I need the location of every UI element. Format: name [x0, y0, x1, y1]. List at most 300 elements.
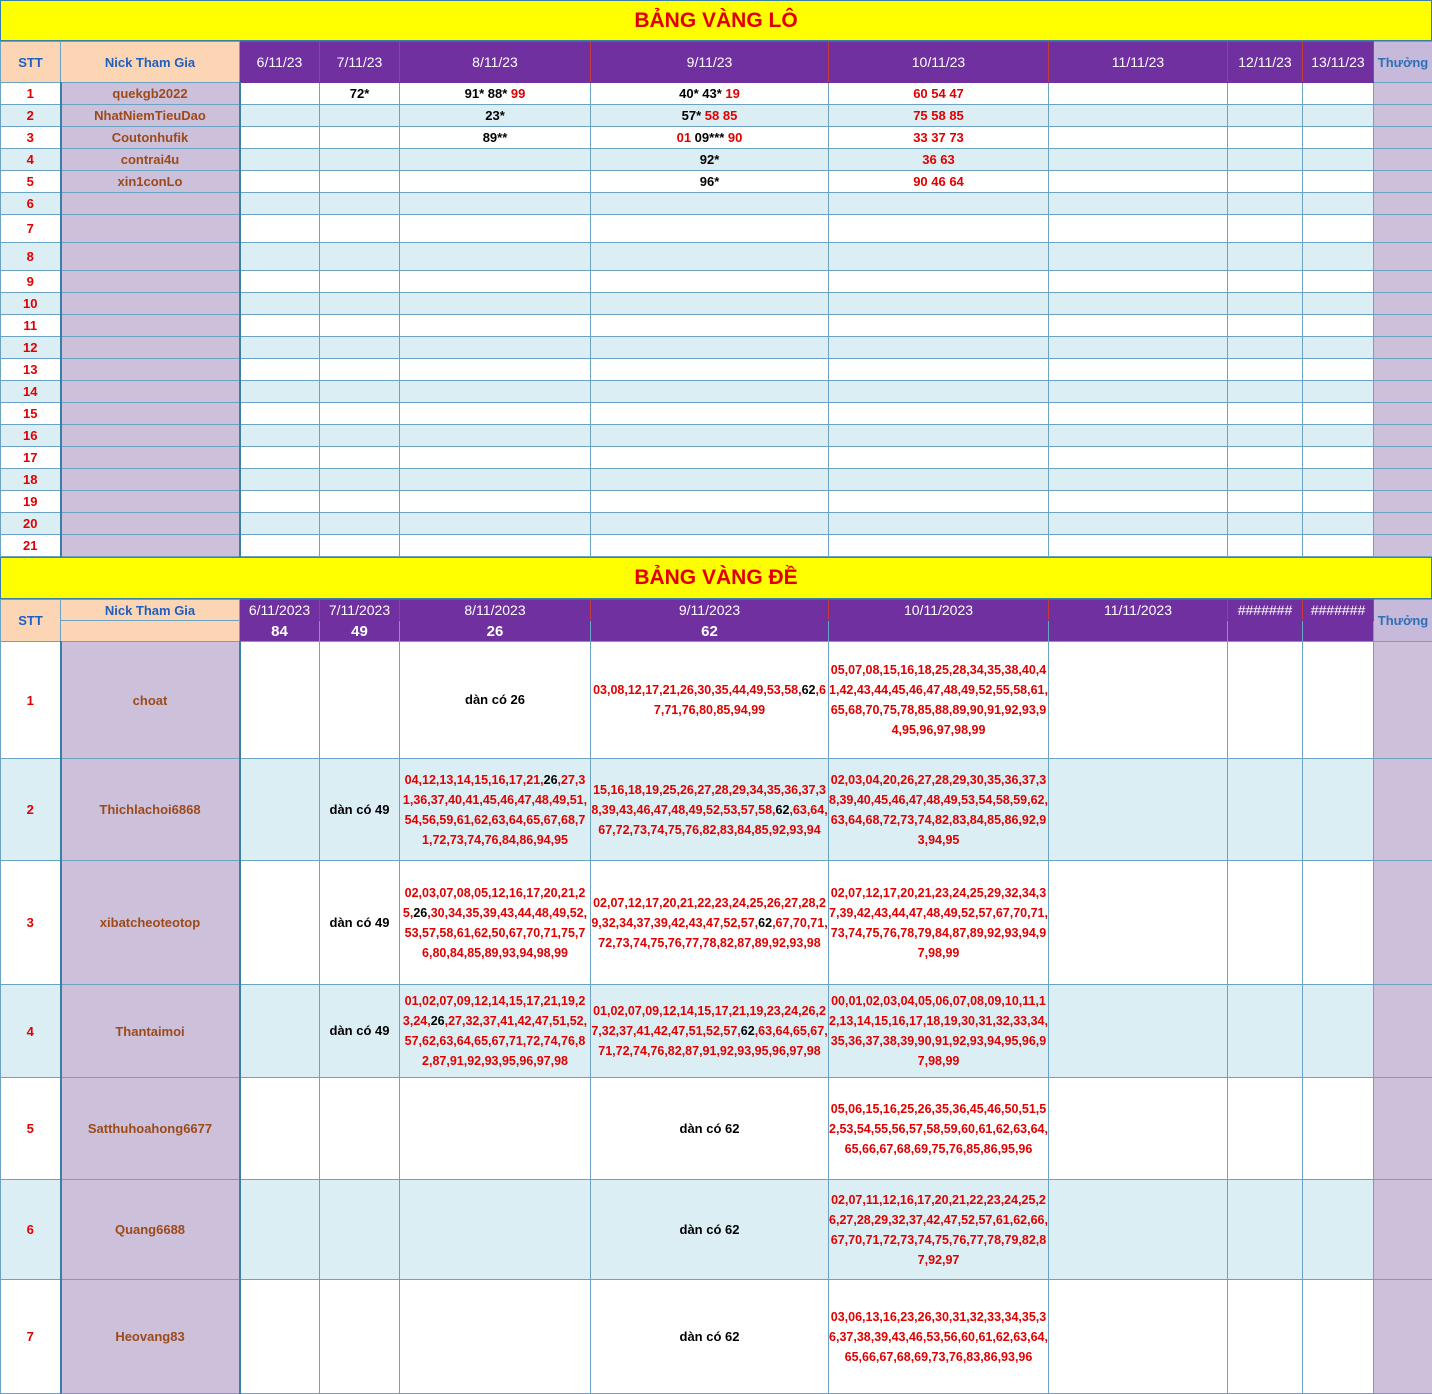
prediction-cell: [591, 215, 829, 243]
number-group: 57*: [681, 108, 705, 123]
table-row: [1, 861, 1432, 985]
prediction-cell: [1303, 171, 1374, 193]
participant-nick: [61, 403, 240, 425]
prediction-cell: [591, 381, 829, 403]
prediction-cell: [400, 642, 591, 759]
row-number: 1: [1, 642, 61, 759]
prediction-cell: [591, 1078, 829, 1180]
prediction-cell: [400, 425, 591, 447]
row-number: 15: [1, 403, 61, 425]
prediction-cell: [591, 243, 829, 271]
prediction-cell: [829, 447, 1049, 469]
prediction-cell: [1303, 149, 1374, 171]
prediction-cell: [1228, 293, 1303, 315]
number-group: 26: [543, 772, 558, 787]
de-title: BẢNG VÀNG ĐỀ: [634, 566, 798, 589]
prediction-cell: [320, 1280, 400, 1394]
reward-cell: [1374, 243, 1432, 271]
prediction-cell: [1228, 127, 1303, 149]
prediction-cell: [591, 861, 829, 985]
prediction-cell: [1303, 83, 1374, 105]
row-number: 14: [1, 381, 61, 403]
participant-nick: [61, 359, 240, 381]
number-group: 09***: [694, 130, 728, 145]
draw-result: 84: [240, 621, 320, 642]
prediction-cell: [400, 337, 591, 359]
row-number: 18: [1, 469, 61, 491]
number-group: 89**: [482, 130, 508, 145]
participant-nick: xibatcheoteotop: [61, 861, 240, 985]
lo-header-row: [1, 42, 1432, 83]
prediction-cell: [1228, 1078, 1303, 1180]
table-row: [1, 403, 1432, 425]
de-table: [0, 599, 1432, 1394]
number-group: 01,02,07,09,12,14,15,17,21,19,23,24,: [402, 994, 586, 1028]
participant-nick: [61, 491, 240, 513]
reward-cell: [1374, 491, 1432, 513]
prediction-cell: [1303, 1078, 1374, 1180]
prediction-cell: [240, 403, 320, 425]
number-group: 04,12,13,14,15,16,17,21,: [404, 772, 544, 787]
dan-label: dàn có 62: [679, 1120, 740, 1136]
row-number: 7: [1, 1280, 61, 1394]
prediction-cell: [829, 491, 1049, 513]
row-number: 10: [1, 293, 61, 315]
row-number: 7: [1, 215, 61, 243]
reward-cell: [1374, 337, 1432, 359]
prediction-cell: [240, 491, 320, 513]
participant-nick: [61, 513, 240, 535]
prediction-cell: [1303, 642, 1374, 759]
reward-cell: [1374, 293, 1432, 315]
prediction-cell: [591, 149, 829, 171]
table-row: [1, 535, 1432, 557]
draw-result: 26: [400, 621, 591, 642]
row-number: 13: [1, 359, 61, 381]
prediction-cell: [1228, 469, 1303, 491]
participant-nick: [61, 293, 240, 315]
number-group: 33 37 73: [913, 130, 964, 145]
prediction-cell: [1303, 193, 1374, 215]
table-row: [1, 271, 1432, 293]
prediction-cell: [1303, 985, 1374, 1078]
prediction-cell: [400, 469, 591, 491]
prediction-cell: [240, 759, 320, 861]
prediction-cell: [400, 171, 591, 193]
draw-result: [829, 621, 1049, 642]
number-group: 72*: [349, 86, 370, 101]
number-group: 02,07,12,17,20,21,22,23,24,25,26,27,28,29,32,34,37,39,42,43,47,52,57,: [591, 895, 826, 930]
number-group: 91* 88*: [464, 86, 511, 101]
row-number: 17: [1, 447, 61, 469]
number-group: ,30,34,35,39,43,44,48,49,52,53,57,58,61,62,50,67,70,71,75,76,80,84,85,89,93,94,98,99: [404, 905, 588, 960]
prediction-cell: [1228, 491, 1303, 513]
table-row: [1, 293, 1432, 315]
prediction-cell: [320, 105, 400, 127]
prediction-cell: [829, 293, 1049, 315]
prediction-cell: [240, 149, 320, 171]
prediction-cell: [320, 127, 400, 149]
prediction-cell: [591, 193, 829, 215]
prediction-cell: [320, 535, 400, 557]
date-header: 13/11/23: [1303, 42, 1374, 83]
number-group: 75 58 85: [913, 108, 964, 123]
prediction-cell: [591, 447, 829, 469]
prediction-cell: [1049, 985, 1228, 1078]
reward-cell: [1374, 513, 1432, 535]
prediction-cell: [1303, 535, 1374, 557]
prediction-cell: [829, 149, 1049, 171]
row-number: 3: [1, 861, 61, 985]
prediction-cell: [1303, 1180, 1374, 1280]
number-group: 23*: [485, 108, 505, 123]
stt-header: STT: [1, 600, 61, 642]
prediction-cell: [1049, 83, 1228, 105]
prediction-cell: [591, 337, 829, 359]
prediction-cell: [320, 337, 400, 359]
participant-nick: [61, 271, 240, 293]
reward-cell: [1374, 469, 1432, 491]
number-group: 02,03,04,20,26,27,28,29,30,35,36,37,38,39,40,45,46,47,48,49,53,54,58,59,62,63,64,68,72,73,74,82,83,84,85,86,92,93,94,95: [829, 772, 1048, 847]
prediction-cell: [1049, 215, 1228, 243]
prediction-cell: [240, 127, 320, 149]
prediction-cell: [1228, 215, 1303, 243]
number-group: 19: [725, 86, 740, 101]
prediction-cell: [320, 513, 400, 535]
prediction-cell: [1228, 381, 1303, 403]
lo-title: BẢNG VÀNG LÔ: [634, 8, 798, 32]
prediction-cell: [1228, 861, 1303, 985]
participant-nick: [61, 425, 240, 447]
row-number: 20: [1, 513, 61, 535]
table-row: [1, 469, 1432, 491]
reward-cell: [1374, 642, 1432, 759]
row-number: 9: [1, 271, 61, 293]
draw-result: [1228, 621, 1303, 642]
date-header: 10/11/2023: [829, 600, 1049, 621]
date-header: 12/11/23: [1228, 42, 1303, 83]
prediction-cell: [1303, 1280, 1374, 1394]
number-group: 62: [801, 683, 816, 697]
table-row: [1, 1078, 1432, 1180]
number-group: ,63,64,67,72,73,74,75,76,82,83,84,85,92,93,94: [598, 802, 828, 837]
prediction-cell: [1049, 513, 1228, 535]
date-header: 7/11/23: [320, 42, 400, 83]
prediction-cell: [320, 985, 400, 1078]
de-title-banner: [0, 557, 1432, 599]
prediction-cell: [1228, 171, 1303, 193]
prediction-cell: [320, 447, 400, 469]
table-row: [1, 359, 1432, 381]
lo-title-banner: [0, 0, 1432, 41]
reward-cell: [1374, 271, 1432, 293]
row-number: 1: [1, 83, 61, 105]
dan-label: dàn có 49: [329, 1023, 390, 1038]
prediction-cell: [1303, 359, 1374, 381]
reward-cell: [1374, 381, 1432, 403]
prediction-cell: [1049, 759, 1228, 861]
number-group: ,63,64,65,67,71,72,74,76,82,87,91,92,93,95,96,97,98: [598, 1024, 828, 1058]
row-number: 19: [1, 491, 61, 513]
prediction-cell: [591, 83, 829, 105]
prediction-cell: [400, 403, 591, 425]
date-header: 8/11/23: [400, 42, 591, 83]
reward-cell: [1374, 425, 1432, 447]
prediction-cell: [1303, 127, 1374, 149]
number-group: 62: [758, 915, 773, 930]
prediction-cell: [320, 1078, 400, 1180]
prediction-cell: [1049, 243, 1228, 271]
number-group: 01: [676, 130, 695, 145]
date-header: #######: [1228, 600, 1303, 621]
prediction-cell: [320, 359, 400, 381]
prediction-cell: [1049, 105, 1228, 127]
prediction-cell: [400, 315, 591, 337]
reward-cell: [1374, 127, 1432, 149]
prediction-cell: [320, 491, 400, 513]
prediction-cell: [400, 271, 591, 293]
prediction-cell: [1228, 243, 1303, 271]
prediction-cell: [1303, 381, 1374, 403]
prediction-cell: [400, 513, 591, 535]
prediction-cell: [1049, 1078, 1228, 1180]
participant-nick: xin1conLo: [61, 171, 240, 193]
prediction-cell: [591, 469, 829, 491]
prediction-cell: [829, 1280, 1049, 1394]
prediction-cell: [240, 985, 320, 1078]
prediction-cell: [1303, 215, 1374, 243]
reward-cell: [1374, 1180, 1432, 1280]
reward-cell: [1374, 1078, 1432, 1180]
prediction-cell: [829, 403, 1049, 425]
prediction-cell: [829, 271, 1049, 293]
prediction-cell: [400, 293, 591, 315]
participant-nick: [61, 447, 240, 469]
number-group: 01,02,07,09,12,14,15,17,21,19,23,24,26,27,32,37,41,42,47,51,52,57,: [591, 1004, 826, 1038]
prediction-cell: [829, 535, 1049, 557]
draw-result: [1049, 621, 1228, 642]
table-row: [1, 491, 1432, 513]
row-number: 6: [1, 1180, 61, 1280]
prediction-cell: [1303, 315, 1374, 337]
number-group: 02,03,07,08,05,12,16,17,20,21,25,: [402, 885, 586, 920]
prediction-cell: [829, 337, 1049, 359]
prediction-cell: [320, 861, 400, 985]
prediction-cell: [591, 127, 829, 149]
row-number: 6: [1, 193, 61, 215]
prediction-cell: [320, 149, 400, 171]
number-group: ,27,32,37,41,42,47,51,52,57,62,63,64,65,67,71,72,74,76,82,87,91,92,93,95,96,97,98: [404, 1014, 588, 1068]
prediction-cell: [829, 215, 1049, 243]
prediction-cell: [1228, 105, 1303, 127]
reward-header: Thưởng: [1374, 600, 1432, 642]
date-header: 6/11/23: [240, 42, 320, 83]
number-group: 40* 43*: [679, 86, 726, 101]
prediction-cell: [591, 759, 829, 861]
reward-cell: [1374, 215, 1432, 243]
participant-nick: quekgb2022: [61, 83, 240, 105]
prediction-cell: [1049, 149, 1228, 171]
prediction-cell: [591, 491, 829, 513]
prediction-cell: [320, 315, 400, 337]
prediction-cell: [1303, 861, 1374, 985]
prediction-cell: [400, 1078, 591, 1180]
prediction-cell: [1049, 1280, 1228, 1394]
table-row: [1, 171, 1432, 193]
table-row: [1, 513, 1432, 535]
participant-nick: Coutonhufik: [61, 127, 240, 149]
prediction-cell: [1049, 642, 1228, 759]
prediction-cell: [1049, 315, 1228, 337]
prediction-cell: [1228, 1280, 1303, 1394]
prediction-cell: [591, 425, 829, 447]
row-number: 3: [1, 127, 61, 149]
table-row: [1, 642, 1432, 759]
participant-nick: [61, 315, 240, 337]
number-group: 05,07,08,15,16,18,25,28,34,35,38,40,41,42,43,44,45,46,47,48,49,52,55,58,61,65,68,70,75,78,85,88,89,90,91,92,93,94,95,96,97,98,99: [829, 663, 1048, 737]
prediction-cell: [829, 315, 1049, 337]
prediction-cell: [591, 171, 829, 193]
number-group: 96*: [699, 174, 720, 189]
prediction-cell: [320, 381, 400, 403]
prediction-cell: [320, 1180, 400, 1280]
nick-header-blank: [61, 621, 240, 642]
reward-cell: [1374, 83, 1432, 105]
prediction-cell: [240, 447, 320, 469]
prediction-cell: [1303, 105, 1374, 127]
prediction-cell: [829, 83, 1049, 105]
prediction-cell: [240, 861, 320, 985]
table-row: [1, 83, 1432, 105]
prediction-cell: [320, 243, 400, 271]
table-row: [1, 985, 1432, 1078]
prediction-cell: [1049, 171, 1228, 193]
prediction-cell: [240, 642, 320, 759]
date-header: 8/11/2023: [400, 600, 591, 621]
de-result-row: [1, 621, 1432, 642]
prediction-cell: [829, 642, 1049, 759]
prediction-cell: [829, 861, 1049, 985]
prediction-cell: [1303, 293, 1374, 315]
prediction-cell: [1049, 193, 1228, 215]
date-header: 6/11/2023: [240, 600, 320, 621]
prediction-cell: [1228, 513, 1303, 535]
prediction-cell: [240, 1078, 320, 1180]
table-row: [1, 759, 1432, 861]
table-row: [1, 425, 1432, 447]
number-group: 03,06,13,16,23,26,30,31,32,33,34,35,36,37,38,39,43,46,53,56,60,61,62,63,64,65,66,67,68,69,73,76,83,86,93,96: [829, 1309, 1048, 1364]
row-number: 4: [1, 985, 61, 1078]
prediction-cell: [400, 83, 591, 105]
prediction-cell: [1228, 447, 1303, 469]
reward-cell: [1374, 861, 1432, 985]
prediction-cell: [1228, 315, 1303, 337]
prediction-cell: [1049, 403, 1228, 425]
row-number: 5: [1, 1078, 61, 1180]
prediction-cell: [1303, 243, 1374, 271]
date-header: #######: [1303, 600, 1374, 621]
dan-label: dàn có 62: [679, 1328, 740, 1344]
prediction-cell: [1049, 861, 1228, 985]
prediction-cell: [1228, 271, 1303, 293]
participant-nick: NhatNiemTieuDao: [61, 105, 240, 127]
prediction-cell: [829, 171, 1049, 193]
prediction-cell: [829, 1180, 1049, 1280]
table-row: [1, 243, 1432, 271]
prediction-cell: [1049, 447, 1228, 469]
row-number: 2: [1, 105, 61, 127]
prediction-cell: [1228, 83, 1303, 105]
number-group: 00,01,02,03,04,05,06,07,08,09,10,11,12,13,14,15,16,17,18,19,30,31,32,33,34,35,36,37,38,39,90,91,92,93,94,95,96,97,98,99: [829, 994, 1048, 1068]
prediction-cell: [1303, 759, 1374, 861]
prediction-cell: [591, 293, 829, 315]
prediction-cell: [400, 985, 591, 1078]
prediction-cell: [1049, 381, 1228, 403]
participant-nick: [61, 193, 240, 215]
prediction-cell: [320, 642, 400, 759]
participant-nick: Thantaimoi: [61, 985, 240, 1078]
prediction-cell: [240, 83, 320, 105]
draw-result: 49: [320, 621, 400, 642]
row-number: 4: [1, 149, 61, 171]
number-group: 90: [727, 130, 743, 145]
prediction-cell: [829, 759, 1049, 861]
number-group: 62: [775, 802, 790, 817]
prediction-cell: [400, 491, 591, 513]
row-number: 2: [1, 759, 61, 861]
prediction-cell: [240, 315, 320, 337]
prediction-cell: [400, 1180, 591, 1280]
number-group: 92*: [699, 152, 720, 167]
table-row: [1, 215, 1432, 243]
prediction-cell: [240, 193, 320, 215]
participant-nick: Quang6688: [61, 1180, 240, 1280]
prediction-cell: [240, 535, 320, 557]
prediction-cell: [829, 359, 1049, 381]
prediction-cell: [400, 535, 591, 557]
dan-label: dàn có 62: [679, 1221, 740, 1237]
prediction-cell: [1049, 337, 1228, 359]
number-group: 02,07,12,17,20,21,23,24,25,29,32,34,37,39,42,43,44,47,48,49,52,57,67,70,71,73,74,75,76,78,79,84,87,89,92,93,94,97,98,99: [829, 885, 1048, 960]
prediction-cell: [591, 1180, 829, 1280]
prediction-cell: [320, 759, 400, 861]
prediction-cell: [240, 171, 320, 193]
reward-cell: [1374, 171, 1432, 193]
prediction-cell: [1049, 491, 1228, 513]
prediction-cell: [1303, 491, 1374, 513]
prediction-cell: [1228, 359, 1303, 381]
reward-cell: [1374, 149, 1432, 171]
date-header: 9/11/2023: [591, 600, 829, 621]
reward-cell: [1374, 403, 1432, 425]
table-row: [1, 1280, 1432, 1394]
prediction-cell: [829, 469, 1049, 491]
prediction-cell: [400, 127, 591, 149]
prediction-cell: [400, 105, 591, 127]
prediction-cell: [1303, 513, 1374, 535]
date-header: 11/11/23: [1049, 42, 1228, 83]
row-number: 8: [1, 243, 61, 271]
prediction-cell: [1049, 127, 1228, 149]
prediction-cell: [1228, 985, 1303, 1078]
stt-header: STT: [1, 42, 61, 83]
reward-cell: [1374, 759, 1432, 861]
number-group: 15,16,18,19,25,26,27,28,29,34,35,36,37,38,39,43,46,47,48,49,52,53,57,58,: [591, 782, 826, 817]
prediction-cell: [829, 193, 1049, 215]
prediction-cell: [240, 1280, 320, 1394]
prediction-cell: [320, 193, 400, 215]
reward-cell: [1374, 359, 1432, 381]
